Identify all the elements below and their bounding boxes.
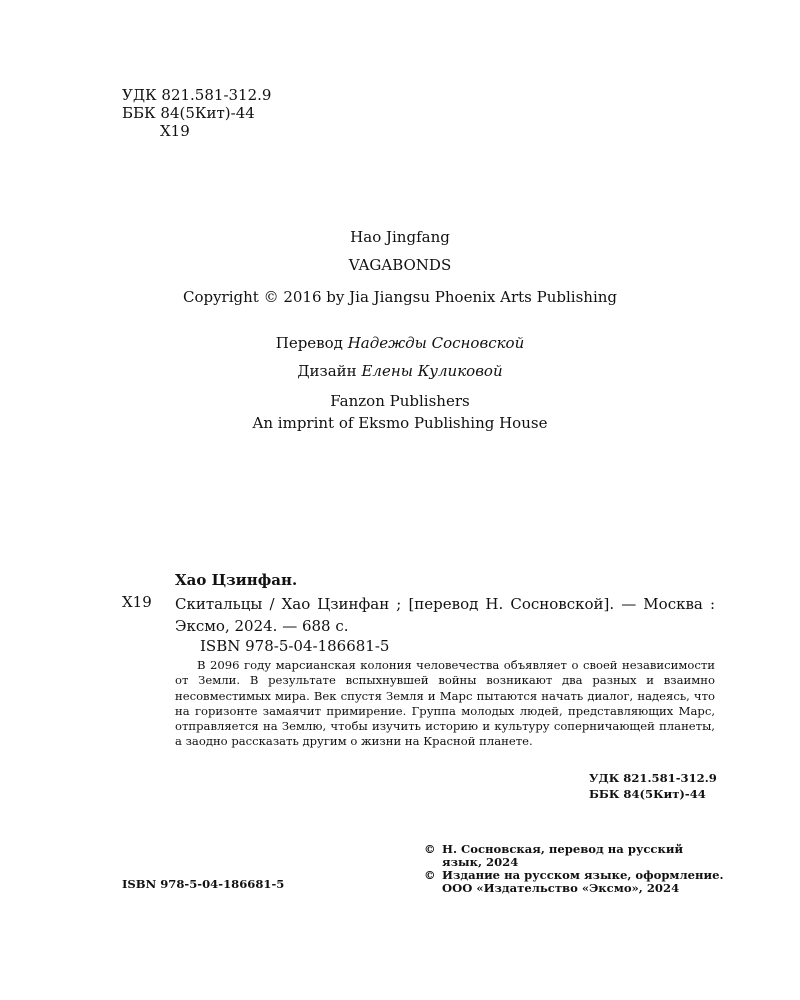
author-mark: Х19 — [160, 122, 190, 140]
bib-isbn: ISBN 978-5-04-186681-5 — [200, 637, 390, 655]
translation-label: Перевод — [275, 334, 343, 352]
original-author: Hao Jingfang — [350, 228, 450, 246]
translator-name: Надежды Сосновской — [347, 334, 525, 352]
original-title: VAGABONDS — [348, 256, 452, 274]
classification-bottom — [589, 770, 717, 802]
original-copyright: Copyright © 2016 by Jia Jiangsu Phoenix Arts Publishing — [182, 288, 618, 306]
isbn-bottom: ISBN 978-5-04-186681-5 — [122, 877, 285, 891]
copyright-text: Н. Сосновская, перевод на русский язык, 2024 — [442, 842, 684, 869]
bbk-code-bottom: ББК 84(5Кит)-44 — [589, 787, 706, 801]
bib-heading: Хао Цзинфан. — [175, 571, 298, 589]
bbk-code: ББК 84(5Кит)-44 — [122, 104, 255, 122]
designer-credit — [0, 362, 800, 380]
bib-author-mark: Х19 — [122, 593, 152, 611]
bib-entry: Скитальцы / Хао Цзинфан ; [перевод Н. Сосновской]. — Москва : Эксмо, 2024. — 688 с. — [175, 595, 715, 635]
copyright-line — [424, 869, 724, 895]
udk-code-bottom: УДК 821.581-312.9 — [589, 771, 717, 785]
copyright-icon: © — [424, 868, 436, 882]
udk-block — [122, 86, 271, 140]
designer-name: Елены Куликовой — [361, 362, 503, 380]
design-label: Дизайн — [297, 362, 357, 380]
copyright-icon: © — [424, 842, 436, 856]
copyright-line — [424, 843, 724, 869]
publisher-name: Fanzon Publishers — [330, 392, 470, 410]
udk-code: УДК 821.581-312.9 — [122, 86, 272, 104]
copyright-text: Издание на русском языке, оформление. ООО «Издательство «Эксмо», 2024 — [442, 868, 724, 895]
publisher-imprint: An imprint of Eksmo Publishing House — [252, 414, 548, 432]
annotation: В 2096 году марсианская колония человечества объявляет о своей независимости от Земли. В результате вспыхнувшей войны возникают два разных и взаимно несовместимых мира. Век спустя Земля и Марс пытаются начать диалог, надеясь, что на горизонте замаячит примирение. Группа молодых людей, представляющих Марс, отправляется на Землю, чтобы изучить историю и культуру соперничающей планеты, а заодно рассказать другим о жизни на Красной планете. — [175, 658, 715, 749]
copyright-notices — [424, 843, 724, 895]
translator-credit — [0, 334, 800, 352]
